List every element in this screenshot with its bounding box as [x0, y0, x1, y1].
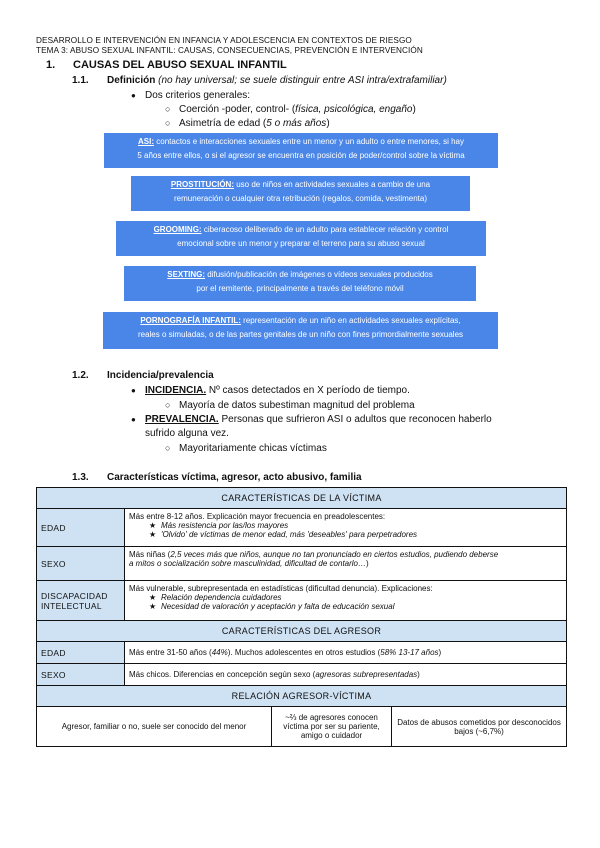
star-icon: ★ [149, 602, 157, 611]
subsection-note: (no hay universal; se suele distinguir entre ASI intra/extrafamiliar) [158, 75, 447, 86]
characteristics-table [36, 487, 567, 747]
section-1-heading [46, 59, 287, 71]
bullet-text: sufrido alguna vez. [145, 428, 229, 439]
definition-text: representación de un niño en actividades sexuales explícitas, [243, 316, 461, 325]
table-section-header: CARACTERÍSTICAS DE LA VÍCTIMA [37, 488, 567, 509]
cell-text: ). Muchos adolescentes en otros estudios ( [227, 648, 381, 657]
definition-text: difusión/publicación de imágenes o vídeos sexuales producidos [207, 270, 433, 279]
sub-bullet-prevalencia [165, 443, 327, 454]
cell-text: Más niñas ( [129, 550, 171, 559]
table-cell [125, 664, 567, 686]
cell-text: Necesidad de valoración y aceptación y falta de educación sexual [161, 602, 395, 611]
definition-text: 5 años entre ellos, o si el agresor se encuentra en posición de poder/control sobre la víctima [137, 151, 465, 160]
star-item [129, 521, 562, 530]
section-number: 1. [46, 59, 56, 71]
definition-box-pornografia [103, 312, 498, 349]
subsection-number: 1.1. [72, 75, 89, 86]
definition-text: ciberacoso deliberado de un adulto para establecer relación y control [203, 225, 449, 234]
italic-text: 5 o más años [266, 118, 327, 129]
subsection-title: Incidencia/prevalencia [107, 370, 214, 381]
star-icon: ★ [149, 521, 157, 530]
label-text: DISCAPACIDAD [41, 590, 108, 601]
text: Coerción -poder, control- ( [179, 104, 296, 115]
sub-bullet-coercion [165, 104, 416, 115]
table-section-header: RELACIÓN AGRESOR-VÍCTIMA [37, 686, 567, 707]
star-icon: ★ [149, 530, 157, 539]
cell-text: Más resistencia por las/los mayores [161, 521, 289, 530]
text: ) [412, 104, 416, 115]
cell-text: Más entre 8-12 años. Explicación mayor frecuencia en preadolescentes: [129, 512, 386, 521]
subsection-number: 1.3. [72, 472, 89, 483]
definition-text: emocional sobre un menor y preparar el terreno para su abuso sexual [177, 239, 425, 248]
bullet-dot-icon: ● [131, 91, 136, 100]
sub-bullet-age [165, 118, 330, 129]
bullet-text: Dos criterios generales: [145, 90, 251, 101]
text: Asimetría de edad ( [179, 118, 267, 129]
star-item [129, 602, 562, 611]
cell-italic: a mitos o socialización sobre masculinidad, dificultad de contarlo… [129, 559, 367, 568]
definition-text: reales o simuladas, o de las partes genitales de un niño con fines primordialmente sexuales [137, 330, 464, 339]
definition-text: uso de niños en actividades sexuales a cambio de una [236, 180, 431, 189]
table-cell [125, 642, 567, 664]
bullet-incidencia [131, 385, 410, 396]
subsection-title: Características víctima, agresor, acto abusivo, familia [107, 472, 362, 483]
term: INCIDENCIA. [145, 385, 207, 396]
definition-text: remuneración o cualquier otra retribución (regalos, comida, vestimenta) [173, 194, 427, 203]
term: PROSTITUCIÓN: [170, 180, 234, 189]
cell-text: Más entre 31-50 años ( [129, 648, 212, 657]
cell-text: 'Olvido' de víctimas de menor edad, más 'deseables' para perpetradores [161, 530, 418, 539]
table-cell [125, 581, 567, 621]
circle-bullet-icon: ○ [165, 118, 171, 128]
bullet-criteria [131, 90, 250, 101]
doc-header-line1: DESARROLLO E INTERVENCIÓN EN INFANCIA Y ADOLESCENCIA EN CONTEXTOS DE RIESGO [36, 36, 412, 45]
bullet-text: Personas que sufrieron ASI o adultos que reconocen haberlo [218, 414, 492, 425]
subsection-number: 1.2. [72, 370, 89, 381]
italic-text: física, psicológica, engaño [295, 104, 413, 115]
definition-box-prostitucion [131, 176, 470, 211]
definition-box-grooming [116, 221, 486, 256]
circle-bullet-icon: ○ [165, 400, 171, 410]
table-cell [125, 509, 567, 547]
star-item [129, 530, 562, 539]
subsection-title: Definición [107, 75, 156, 86]
relation-cell: ~⅔ de agresores conocen víctima por ser su pariente, amigo o cuidador [272, 707, 392, 747]
cell-text: ) [438, 648, 442, 657]
subsection-1-1-heading [72, 75, 447, 86]
cell-text: Relación dependencia cuidadores [161, 593, 282, 602]
cell-italic: 44% [211, 648, 228, 657]
term: PREVALENCIA. [145, 414, 219, 425]
star-item [129, 593, 562, 602]
term: SEXTING: [167, 270, 206, 279]
circle-bullet-icon: ○ [165, 104, 171, 114]
definition-text: por el remitente, principalmente a través del teléfono móvil [196, 284, 404, 293]
doc-header-line2: TEMA 3: ABUSO SEXUAL INFANTIL: CAUSAS, CONSECUENCIAS, PREVENCIÓN E INTERVENCIÓN [36, 46, 423, 55]
term: PORNOGRAFÍA INFANTIL: [140, 316, 241, 325]
row-label-agresor-edad: EDAD [37, 642, 125, 664]
bullet-dot-icon: ● [131, 386, 136, 395]
term: ASI: [138, 137, 155, 146]
star-icon: ★ [149, 593, 157, 602]
label-text: INTELECTUAL [41, 600, 102, 611]
text: Mayoritariamente chicas víctimas [179, 443, 327, 454]
section-title: CAUSAS DEL ABUSO SEXUAL INFANTIL [73, 59, 287, 71]
text: ) [326, 118, 330, 129]
definition-text: contactos e interacciones sexuales entre un menor y un adulto o entre menores, si hay [156, 137, 464, 146]
circle-bullet-icon: ○ [165, 443, 171, 453]
relation-cell: Datos de abusos cometidos por desconocidos bajos (~6,7%) [392, 707, 567, 747]
table-cell [125, 547, 567, 581]
subsection-1-3-heading [72, 472, 362, 483]
cell-text: ) [366, 559, 369, 568]
bullet-text: Nº casos detectados en X período de tiempo. [206, 385, 410, 396]
row-label-sexo: SEXO [37, 547, 125, 581]
row-label-agresor-sexo: SEXO [37, 664, 125, 686]
definition-box-asi [104, 133, 498, 168]
row-label-discapacidad [37, 581, 125, 621]
subsection-1-2-heading [72, 370, 214, 381]
text: Mayoría de datos subestiman magnitud del problema [179, 400, 415, 411]
cell-text: ) [417, 670, 420, 679]
cell-text: Más chicos. Diferencias en concepción según sexo ( [129, 670, 316, 679]
bullet-prevalencia [131, 414, 492, 425]
table-section-header: CARACTERÍSTICAS DEL AGRESOR [37, 621, 567, 642]
cell-italic: agresoras subrepresentadas [315, 670, 418, 679]
sub-bullet-incidencia [165, 400, 415, 411]
bullet-dot-icon: ● [131, 415, 136, 424]
cell-italic: 2,5 veces más que niños, aunque no tan pronunciado en ciertos estudios, pudiendo deberse [170, 550, 499, 559]
bullet-prevalencia-cont [145, 428, 229, 439]
cell-text: Más vulnerable, subrepresentada en estadísticas (dificultad denuncia). Explicaciones: [129, 584, 433, 593]
relation-cell: Agresor, familiar o no, suele ser conocido del menor [37, 707, 272, 747]
definition-box-sexting [124, 266, 476, 301]
row-label-edad: EDAD [37, 509, 125, 547]
term: GROOMING: [153, 225, 202, 234]
cell-italic: 58% 13-17 años [380, 648, 439, 657]
